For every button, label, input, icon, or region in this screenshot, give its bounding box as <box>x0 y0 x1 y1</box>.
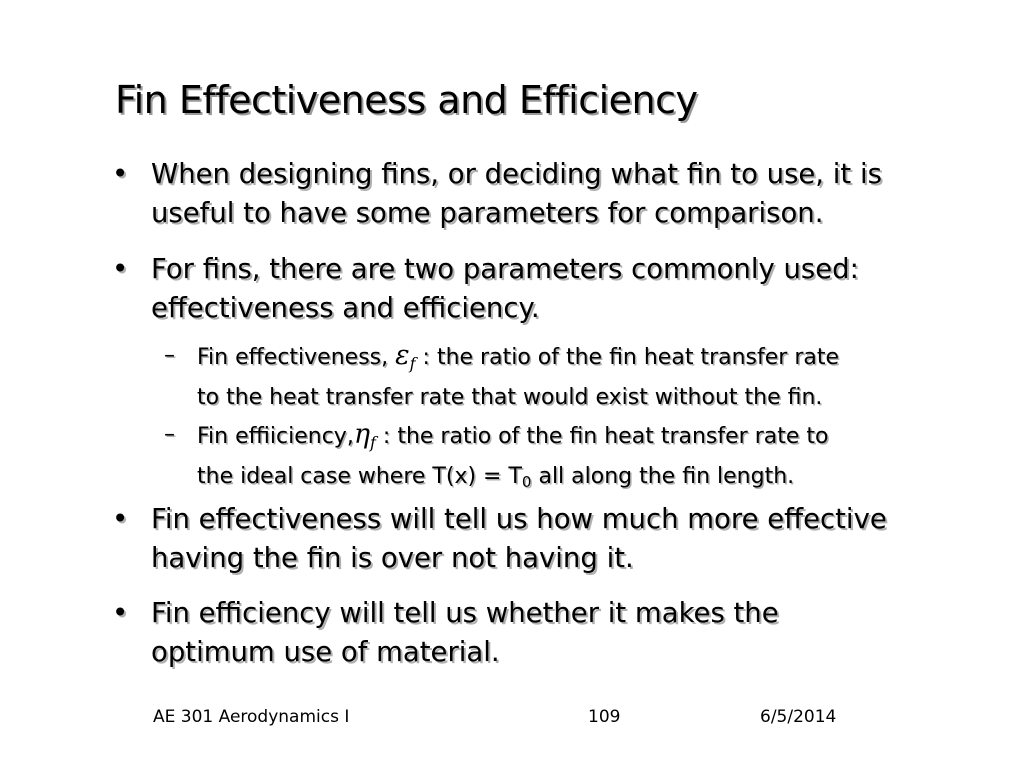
sub-bullet-line <box>197 418 964 460</box>
bullet-line: optimum use of material. <box>151 636 500 668</box>
sub-bullet-text <box>197 418 964 499</box>
slide-title: Fin Effectiveness and Efficiency <box>115 78 698 122</box>
bullet-text <box>151 594 972 672</box>
bullet-line: having the fin is over not having it. <box>151 542 634 574</box>
bullet-text <box>151 500 972 578</box>
bullet-marker: • <box>112 597 129 629</box>
sub-bullet-item <box>164 418 964 491</box>
sub-bullet-line <box>197 339 964 381</box>
epsilon-symbol: ε <box>395 340 410 371</box>
eta-symbol: η <box>353 419 371 450</box>
bullet-item <box>112 155 972 235</box>
definition-text: : the ratio of the fin heat transfer rate to <box>375 424 829 449</box>
bullet-line: For fins, there are two parameters commonly used: <box>151 253 859 285</box>
bullet-item <box>112 250 972 330</box>
symbol-subscript: f <box>409 354 416 373</box>
bullet-line: Fin efficiency will tell us whether it makes the <box>151 597 779 629</box>
bullet-line: When designing fins, or deciding what fin to use, it is <box>151 158 882 190</box>
bullet-marker: • <box>112 503 129 535</box>
definition-text: the ideal case where T(x) = T <box>197 464 522 489</box>
bullet-text <box>151 250 972 328</box>
eta-f-symbol <box>354 419 376 450</box>
bullet-line: effectiveness and efficiency. <box>151 292 540 324</box>
sub-bullet-line <box>197 460 964 499</box>
footer-page-number: 109 <box>588 707 621 727</box>
definition-text: all along the fin length. <box>531 464 795 489</box>
bullet-marker: • <box>112 253 129 285</box>
bullet-line: Fin effectiveness will tell us how much more effective <box>151 503 887 535</box>
term-label: Fin effiiciency, <box>197 424 354 449</box>
bullet-line: useful to have some parameters for comparison. <box>151 197 824 229</box>
sub-bullet-marker: – <box>164 422 175 447</box>
bullet-item <box>112 500 972 580</box>
sub-bullet-item <box>164 339 964 409</box>
symbol-subscript: f <box>370 433 376 452</box>
epsilon-f-symbol <box>395 340 415 371</box>
bullet-item <box>112 594 972 674</box>
bullet-marker: • <box>112 158 129 190</box>
definition-text: : the ratio of the fin heat transfer rate <box>422 345 839 370</box>
sub-bullet-text <box>197 339 964 415</box>
temperature-subscript: 0 <box>521 473 532 491</box>
bullet-text <box>151 155 972 233</box>
footer-date: 6/5/2014 <box>760 707 837 727</box>
term-label: Fin effectiveness, <box>197 345 389 370</box>
sub-bullet-line: to the heat transfer rate that would exist without the fin. <box>197 385 823 410</box>
footer-course: AE 301 Aerodynamics I <box>153 707 350 727</box>
sub-bullet-marker: – <box>164 343 175 368</box>
